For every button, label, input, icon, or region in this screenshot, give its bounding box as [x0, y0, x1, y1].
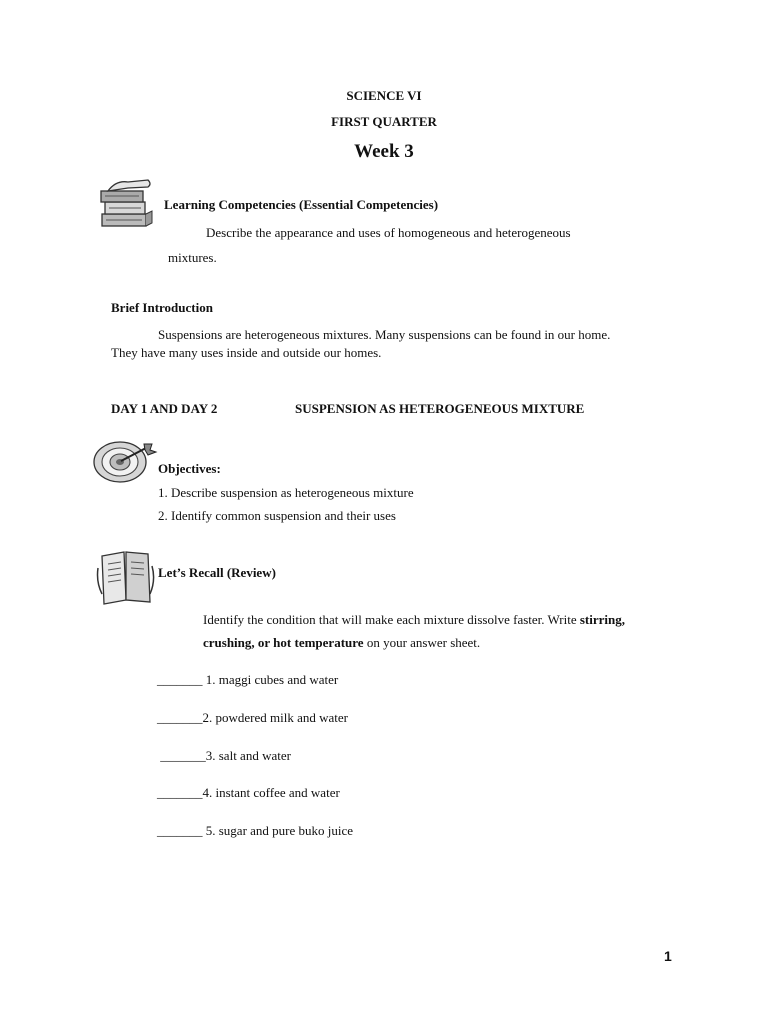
recall-heading: Let’s Recall (Review) — [158, 565, 276, 580]
recall-item: _______2. powdered milk and water — [157, 710, 348, 725]
quarter-title: FIRST QUARTER — [331, 114, 437, 129]
open-book-icon — [96, 548, 156, 611]
competencies-heading: Learning Competencies (Essential Competencies) — [164, 197, 439, 212]
page-number: 1 — [664, 948, 672, 964]
recall-item: _______ 5. sugar and pure buko juice — [157, 823, 354, 838]
recall-item: _______4. instant coffee and water — [157, 785, 340, 800]
recall-instruction-line2 — [203, 635, 480, 651]
stack-of-books-icon — [98, 178, 156, 235]
day-title: SUSPENSION AS HETEROGENEOUS MIXTURE — [295, 401, 585, 416]
recall-instruction-emphasis: stirring, — [579, 612, 625, 627]
recall-instruction-text: on your answer sheet. — [363, 635, 481, 650]
introduction-text-line2: They have many uses inside and outside our homes. — [111, 345, 382, 360]
introduction-text-line1: Suspensions are heterogeneous mixtures. Many suspensions can be found in our home. — [158, 327, 611, 342]
objective-item: 2. Identify common suspension and their uses — [158, 508, 396, 523]
recall-item: _______3. salt and water — [157, 748, 291, 763]
competencies-text-line1: Describe the appearance and uses of homogeneous and heterogeneous — [206, 225, 571, 240]
recall-instruction-emphasis: crushing, or hot temperature — [203, 635, 364, 650]
objective-item: 1. Describe suspension as heterogeneous mixture — [158, 485, 414, 500]
week-title: Week 3 — [354, 141, 414, 162]
recall-item: _______ 1. maggi cubes and water — [157, 672, 339, 687]
recall-instruction-text: Identify the condition that will make each mixture dissolve faster. Write — [203, 612, 580, 627]
subject-title: SCIENCE VI — [346, 88, 422, 103]
introduction-heading: Brief Introduction — [111, 300, 213, 315]
target-dart-icon — [90, 436, 158, 493]
objectives-heading: Objectives: — [158, 461, 221, 476]
day-label: DAY 1 AND DAY 2 — [111, 401, 218, 416]
competencies-text-line2: mixtures. — [168, 250, 217, 265]
recall-instruction-line1 — [203, 612, 625, 628]
